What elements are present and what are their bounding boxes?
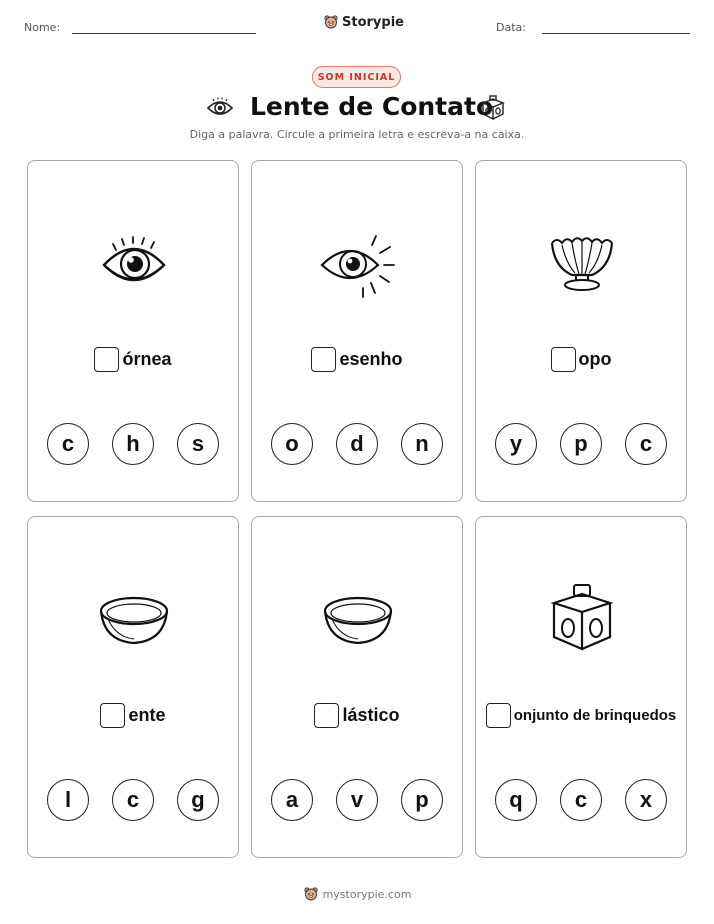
card-3 [475, 160, 687, 502]
choice-circle[interactable]: o [271, 423, 313, 465]
choice-circle[interactable]: p [560, 423, 602, 465]
eye-icon [206, 94, 234, 122]
bear-mascot-icon [323, 14, 339, 30]
choice-circle[interactable]: c [560, 779, 602, 821]
instructions: Diga a palavra. Circule a primeira letra e escreva-a na caixa. [189, 128, 525, 141]
word-fragment: lástico [342, 705, 400, 725]
letter-choices [476, 423, 686, 465]
word-fragment: esenho [339, 349, 403, 369]
category-badge: SOM INICIAL [312, 66, 401, 88]
choice-circle[interactable]: l [47, 779, 89, 821]
lens-icon [84, 579, 184, 659]
answer-box[interactable] [314, 703, 339, 728]
choice-circle[interactable]: a [271, 779, 313, 821]
word-row [476, 347, 686, 372]
choice-circle[interactable]: x [625, 779, 667, 821]
choice-circle[interactable]: g [177, 779, 219, 821]
worksheet-header [0, 14, 714, 44]
choice-circle[interactable]: h [112, 423, 154, 465]
date-label: Data: [496, 21, 526, 34]
choice-circle[interactable]: c [112, 779, 154, 821]
word-fragment: ente [128, 705, 166, 725]
eye-icon [84, 223, 184, 303]
letter-choices [476, 779, 686, 821]
toy-block-icon [532, 579, 632, 659]
answer-box[interactable] [486, 703, 511, 728]
letter-choices [252, 779, 462, 821]
word-fragment: órnea [122, 349, 172, 369]
answer-box[interactable] [100, 703, 125, 728]
name-label: Nome: [24, 21, 61, 34]
answer-box[interactable] [94, 347, 119, 372]
word-fragment: opo [578, 349, 612, 369]
choice-circle[interactable]: p [401, 779, 443, 821]
name-field[interactable] [72, 33, 256, 34]
card-1 [27, 160, 239, 502]
choice-circle[interactable]: c [47, 423, 89, 465]
bear-mascot-icon [303, 886, 319, 902]
word-row [252, 347, 462, 372]
choice-circle[interactable]: y [495, 423, 537, 465]
footer-url[interactable]: mystorypie.com [322, 887, 412, 901]
choice-circle[interactable]: v [336, 779, 378, 821]
choice-circle[interactable]: n [401, 423, 443, 465]
eye-rays-icon [308, 223, 408, 303]
letter-choices [252, 423, 462, 465]
brand-logo [323, 14, 404, 30]
date-field[interactable] [542, 33, 690, 34]
letter-choices [28, 779, 238, 821]
answer-box[interactable] [311, 347, 336, 372]
word-fragment: onjunto de brinquedos [513, 707, 677, 724]
footer [0, 886, 714, 902]
choice-circle[interactable]: d [336, 423, 378, 465]
brand-name: Storypie [342, 14, 404, 30]
answer-box[interactable] [551, 347, 576, 372]
choice-circle[interactable]: q [495, 779, 537, 821]
title-row [0, 92, 714, 126]
choice-circle[interactable]: s [177, 423, 219, 465]
card-2 [251, 160, 463, 502]
letter-choices [28, 423, 238, 465]
bowl-cup-icon [532, 223, 632, 303]
word-row [476, 703, 686, 728]
card-4 [27, 516, 239, 858]
word-row [252, 703, 462, 728]
word-row [28, 703, 238, 728]
choice-circle[interactable]: c [625, 423, 667, 465]
word-row [28, 347, 238, 372]
lens-icon [308, 579, 408, 659]
card-5 [251, 516, 463, 858]
page-title: Lente de Contato [250, 92, 494, 121]
card-6 [475, 516, 687, 858]
toy-block-icon [479, 93, 507, 121]
